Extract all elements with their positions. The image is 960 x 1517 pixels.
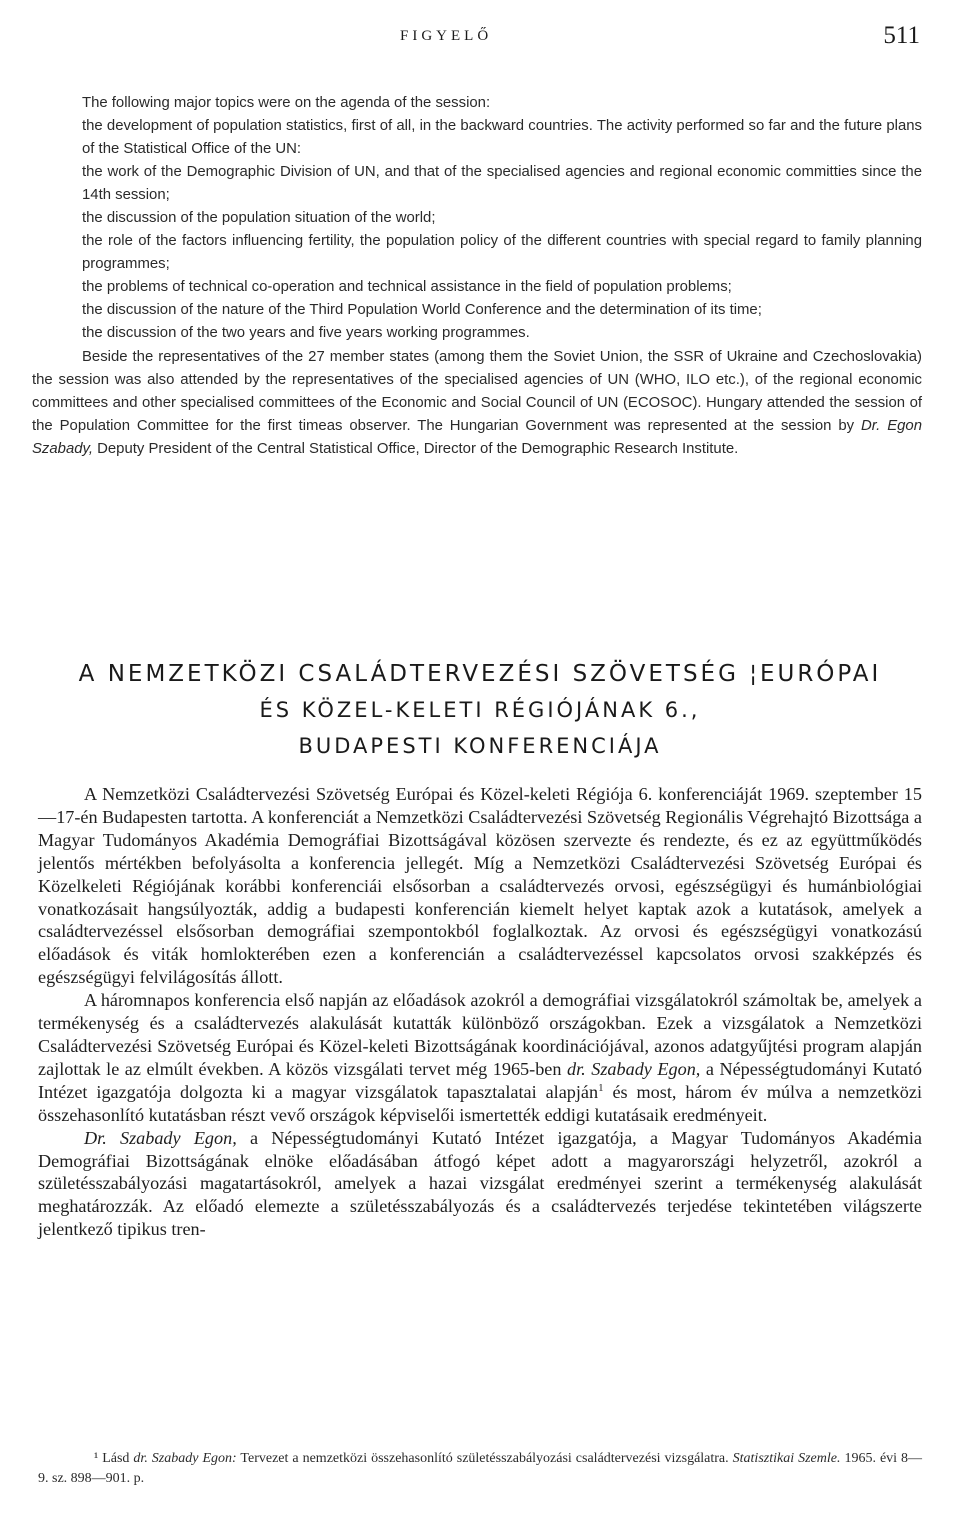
- agenda-topic-6: the discussion of the nature of the Third Population World Conference and the determination of its time;: [82, 302, 762, 319]
- paragraph-2-text-c: és most, három év múlva a nemzetközi összehasonlító kutatásban részt vevő országok képviselői ismertették eddigi kutatásaik eredményeit.: [38, 1081, 922, 1125]
- paragraph-2-name: dr. Szabady Egon,: [567, 1058, 701, 1079]
- paragraph-3-name: Dr. Szabady Egon,: [84, 1127, 237, 1148]
- footnote-journal: Statisztikai Szemle.: [732, 1451, 841, 1466]
- agenda-topic-1: the development of population statistics, first of all, in the backward countries. The activity performed so far and the future plans of the Statistical Office of the UN:: [82, 118, 922, 158]
- attendance-role: Deputy President of the Central Statistical Office, Director of the Demographic Research Institute.: [97, 440, 739, 457]
- article-paragraph-2: [38, 989, 922, 1126]
- footnote-lead: Lásd: [102, 1451, 130, 1466]
- heading-line-3: BUDAPESTI KONFERENCIÁJA: [298, 734, 662, 758]
- hungarian-article-body: [38, 783, 922, 1241]
- footnote: [38, 1449, 922, 1489]
- english-report-section: [32, 92, 922, 461]
- agenda-topic-3: the discussion of the population situation of the world;: [82, 210, 436, 227]
- article-heading: [0, 656, 960, 764]
- article-paragraph-3: [38, 1127, 922, 1242]
- footnote-details: 1965. évi 8—9. sz. 898—901. p.: [38, 1451, 923, 1486]
- paragraph-2-text-a: A háromnapos konferencia első napján az előadások azokról a demográfiai vizsgálatokról számoltak be, amelyek a termékenység és a családtervezés alakulását kutatták különböző országokban. Ezek a vizsgálatok a Nemzetközi Családtervezési Szövetség Európai és Közel-keleti Bizottságának koordinációjával, azonos adatgyűjtési program alapján zajlottak le az elmúlt években. A közös vizsgálati tervet még 1965-ben: [38, 990, 922, 1079]
- agenda-topic-7: the discussion of the two years and five years working programmes.: [82, 325, 530, 342]
- page-header: [0, 22, 960, 62]
- attendance-text: Beside the representatives of the 27 member states (among them the Soviet Union, the SSR of Ukraine and Czechoslovakia) the session was also attended by the representatives of the specialised agencies of UN (WHO, ILO etc.), of the regional economic committees and other specialised committees of the Economic and Social Council of UN (ECOSOC). Hungary attended the session of the Population Committee for the first timeas observer. The Hungarian Government was represented at the session by: [32, 348, 922, 434]
- attendance-paragraph: [32, 346, 922, 461]
- footnote-author: dr. Szabady Egon:: [133, 1451, 237, 1466]
- paragraph-3-text: a Népességtudományi Kutató Intézet igazgatója, a Magyar Tudományos Akadémia Demográfiai Bizottságának elnöke előadásában átfogó képet adott a magyarországi helyzetről, azokról a születésszabályozási magatartásokról, amelyek a hazai vizsgálat eredményei szerint a termékenység alakulását meghatározzák. Az előadó elemezte a születésszabályozás és a családtervezés terjedése tekintetében világszerte jelentkező tipikus tren-: [38, 1127, 923, 1240]
- footnote-text: [38, 1449, 922, 1489]
- heading-line-1: A NEMZETKÖZI CSALÁDTERVEZÉSI SZÖVETSÉG ¦EURÓPAI: [78, 661, 882, 687]
- agenda-topic-4: the role of the factors influencing fertility, the population policy of the different countries with special regard to family planning programmes;: [82, 233, 922, 273]
- footnote-reference[interactable]: 1: [598, 1081, 604, 1094]
- agenda-topic-2: the work of the Demographic Division of UN, and that of the specialised agencies and regional economic committies since the 14th session;: [82, 164, 922, 204]
- heading-line-2: ÉS KÖZEL-KELETI RÉGIÓJÁNAK 6.,: [259, 698, 701, 722]
- footnote-mark: ¹: [94, 1451, 99, 1466]
- running-title: FIGYELŐ: [400, 28, 493, 44]
- agenda-intro: The following major topics were on the agenda of the session:: [82, 95, 491, 111]
- attendance-name: Dr. Egon Szabady,: [32, 417, 922, 457]
- agenda-topic-5: the problems of technical co-operation and technical assistance in the field of population problems;: [82, 279, 732, 296]
- article-paragraph-1: A Nemzetközi Családtervezési Szövetség Európai és Közel-keleti Régiója 6. konferenciáját 1969. szeptember 15—17-én Budapesten tartotta. A konferenciát a Nemzetközi Családtervezési Szövetség Regionális Végrehajtó Bizottsága a Magyar Tudományos Akadémia Demográfiai Bizottságával közösen szervezte és rendezte, és ez az együttműködés jelentős mértékben befolyásolta a konferencia jellegét. Míg a Nemzetközi Családtervezési Szövetség Európai és Közelkeleti Régiójának korábbi konferenciái elsősorban a családtervezés orvosi, egészségügyi és humánbiológiai vonatkozásait hangsúlyozták, addig a budapesti konferencián kiemelt helyet kaptak azok a kutatások, amelyek a családtervezéssel elsősorban demográfiai szempontokból foglalkoztak. Az orvosi és egészségügyi vonatkozású előadások és viták homlokterében ezen a konferencián a családtervezéssel kapcsolatos orvosi szakképzés és egészségügyi felvilágosítás állott.: [38, 784, 922, 988]
- page-number: 511: [883, 22, 920, 49]
- paragraph-2-text-b: a Népességtudományi Kutató Intézet igazgatója dolgozta ki a magyar vizsgálatok tapasztalatai alapján: [38, 1058, 922, 1102]
- footnote-title: Tervezet a nemzetközi összehasonlító születésszabályozási családtervezési vizsgálatra.: [240, 1451, 729, 1466]
